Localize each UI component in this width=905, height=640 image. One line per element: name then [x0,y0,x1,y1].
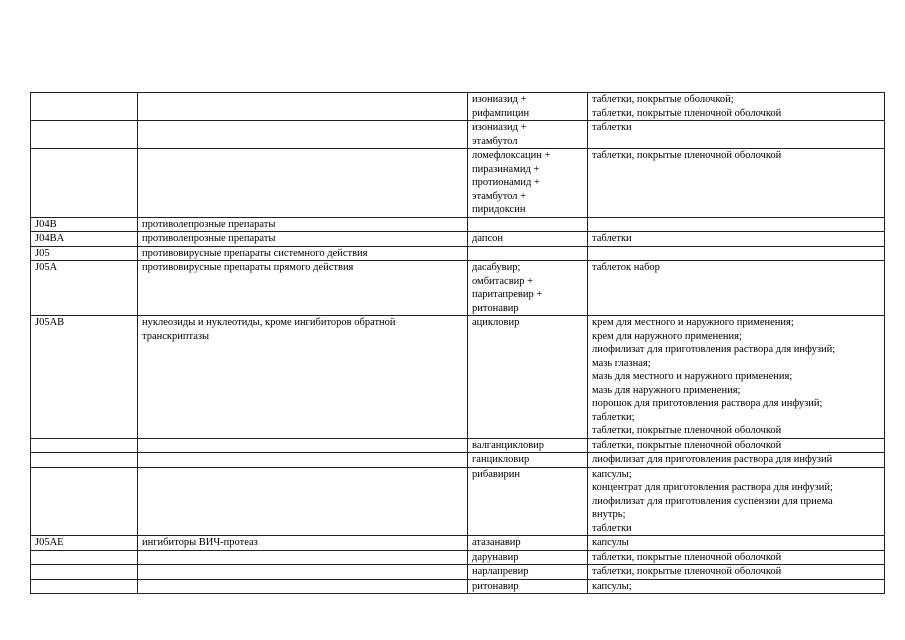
drug-name-line: паритапревир + [472,289,543,300]
dosage-form-line: таблетки [592,522,632,534]
atc-code [35,453,133,467]
dosage-form-cell [588,232,885,247]
table-row [31,217,885,232]
dosage-form-line: внутрь; [592,509,626,520]
atc-code-cell [31,467,138,536]
dosage-form-line: капсулы [592,537,629,548]
dosage-form-cell [588,217,885,232]
dosage-form-cell [588,550,885,565]
atc-code: J05AE [35,537,64,548]
drug-name-cell [468,579,588,594]
dosage-form-line: крем для местного и наружного применения; [592,317,794,328]
dosage-form-line: капсулы; [592,468,632,480]
dosage-form-cell [588,149,885,218]
drug-name-line: ритонавир [472,580,519,592]
drug-name-line: изониазид + [472,94,527,105]
drug-name-cell [468,232,588,247]
empty-line [472,247,583,261]
atc-code-cell [31,217,138,232]
table-row [31,565,885,580]
drug-name-cell [468,438,588,453]
dosage-form-line: таблетки, покрытые пленочной оболочкой [592,551,782,563]
atc-code: J04B [35,218,57,230]
atc-code [35,565,133,579]
dosage-form-line: таблетки, покрытые пленочной оболочкой [592,107,782,119]
dosage-form-line: лиофилизат для приготовления раствора для инфузий; [592,344,836,355]
drug-name-cell [468,261,588,316]
drug-name-cell [468,550,588,565]
drug-list-table [30,92,885,594]
dosage-form-line: таблетки, покрытые пленочной оболочкой [592,425,782,436]
drug-name-line: рибавирин [472,468,520,480]
atc-code-cell [31,261,138,316]
group-name-line: ингибиторы ВИЧ-протеаз [142,537,258,548]
atc-code-cell [31,579,138,594]
dosage-form-cell [588,121,885,149]
atc-code [35,121,133,135]
atc-code-cell [31,550,138,565]
group-name-line: противовирусные препараты прямого действия [142,262,354,273]
empty-line [142,580,463,594]
dosage-form-line: таблетки, покрытые пленочной оболочкой [592,439,782,451]
drug-name-line: пиридоксин [472,204,526,215]
dosage-form-cell [588,438,885,453]
table-row [31,261,885,316]
dosage-form-cell [588,93,885,121]
drug-name-cell [468,453,588,468]
drug-name-line: ганцикловир [472,454,530,465]
atc-code-cell [31,149,138,218]
drug-name-line: этамбутол [472,135,518,147]
drug-name-line: дасабувир; [472,262,521,273]
dosage-form-line: таблетки [592,233,632,244]
empty-line [592,247,880,261]
empty-line [142,121,463,135]
empty-line [142,565,463,579]
drug-name-line: дарунавир [472,551,519,563]
group-name-cell [138,232,468,247]
atc-code: J05 [35,247,50,259]
drug-name-cell [468,565,588,580]
drug-name-line: дапсон [472,233,504,244]
dosage-form-cell [588,246,885,261]
dosage-form-line: капсулы; [592,580,632,592]
table-row [31,438,885,453]
table-row [31,316,885,439]
dosage-form-line: таблетки; [592,411,635,423]
table-row [31,536,885,551]
group-name-cell [138,149,468,218]
dosage-form-line: порошок для приготовления раствора для инфузий; [592,398,823,409]
drug-name-line: рифампицин [472,107,530,119]
atc-code-cell [31,536,138,551]
drug-name-line: ритонавир [472,302,519,314]
table-row [31,93,885,121]
table-row [31,149,885,218]
atc-code [35,551,133,565]
empty-line [472,218,583,232]
group-name-cell [138,536,468,551]
group-name-line: противолепрозные препараты [142,233,276,244]
group-name-cell [138,565,468,580]
atc-code [35,439,133,453]
group-name-cell [138,316,468,439]
atc-code-cell [31,232,138,247]
group-name-cell [138,246,468,261]
drug-name-line: нарлапревир [472,566,529,577]
group-name-cell [138,438,468,453]
atc-code [35,149,133,163]
group-name-cell [138,579,468,594]
atc-code-cell [31,93,138,121]
atc-code [35,93,133,107]
drug-name-line: атазанавир [472,537,521,548]
atc-code-cell [31,438,138,453]
dosage-form-cell [588,579,885,594]
table-row [31,246,885,261]
atc-code-cell [31,565,138,580]
dosage-form-cell [588,536,885,551]
dosage-form-line: мазь глазная; [592,357,651,369]
drug-name-line: протионамид + [472,177,540,188]
group-name-cell [138,453,468,468]
drug-name-line: пиразинамид + [472,163,540,175]
dosage-form-line: мазь для наружного применения; [592,384,741,396]
dosage-form-line: таблетки, покрытые оболочкой; [592,94,734,105]
drug-name-cell [468,467,588,536]
dosage-form-line: крем для наружного применения; [592,330,742,342]
dosage-form-cell [588,467,885,536]
dosage-form-line: таблетки, покрытые пленочной оболочкой [592,150,782,161]
group-name-line: транскриптазы [142,330,210,342]
drug-name-cell [468,93,588,121]
group-name-line: нуклеозиды и нуклеотиды, кроме ингибиторов обратной [142,317,396,328]
dosage-form-cell [588,565,885,580]
group-name-cell [138,550,468,565]
atc-code-cell [31,121,138,149]
drug-name-line: валганцикловир [472,439,545,451]
table-row [31,453,885,468]
dosage-form-line: концентрат для приготовления раствора для инфузий; [592,482,833,493]
group-name-cell [138,121,468,149]
empty-line [142,453,463,467]
drug-name-line: изониазид + [472,122,527,133]
atc-code-cell [31,453,138,468]
empty-line [142,439,463,453]
group-name-cell [138,467,468,536]
table-row [31,550,885,565]
drug-name-cell [468,536,588,551]
group-name-cell [138,217,468,232]
dosage-form-line: мазь для местного и наружного применения; [592,371,793,382]
atc-code: J05A [35,262,58,273]
table-row [31,579,885,594]
atc-code [35,468,133,482]
group-name-cell [138,261,468,316]
atc-code-cell [31,246,138,261]
table-body [31,93,885,594]
group-name-cell [138,93,468,121]
drug-name-cell [468,149,588,218]
drug-name-line: ацикловир [472,317,520,328]
empty-line [592,218,880,232]
atc-code [35,580,133,594]
drug-name-line: этамбутол + [472,190,527,202]
drug-name-cell [468,121,588,149]
dosage-form-cell [588,261,885,316]
dosage-form-line: таблеток набор [592,262,660,273]
table-row [31,121,885,149]
empty-line [142,149,463,163]
table-row [31,232,885,247]
dosage-form-line: таблетки, покрытые пленочной оболочкой [592,566,782,577]
dosage-form-cell [588,316,885,439]
drug-name-cell [468,316,588,439]
dosage-form-line: лиофилизат для приготовления раствора для инфузий [592,454,833,465]
dosage-form-line: лиофилизат для приготовления суспензии для приема [592,495,833,507]
drug-name-cell [468,246,588,261]
drug-name-line: ломефлоксацин + [472,150,551,161]
atc-code: J04BA [35,233,65,244]
empty-line [142,93,463,107]
table-row [31,467,885,536]
atc-code-cell [31,316,138,439]
dosage-form-line: таблетки [592,122,632,133]
drug-name-cell [468,217,588,232]
dosage-form-cell [588,453,885,468]
atc-code: J05AB [35,317,65,328]
empty-line [142,551,463,565]
group-name-line: противовирусные препараты системного действия [142,247,368,259]
empty-line [142,468,463,482]
drug-name-line: омбитасвир + [472,275,534,287]
group-name-line: противолепрозные препараты [142,218,276,230]
